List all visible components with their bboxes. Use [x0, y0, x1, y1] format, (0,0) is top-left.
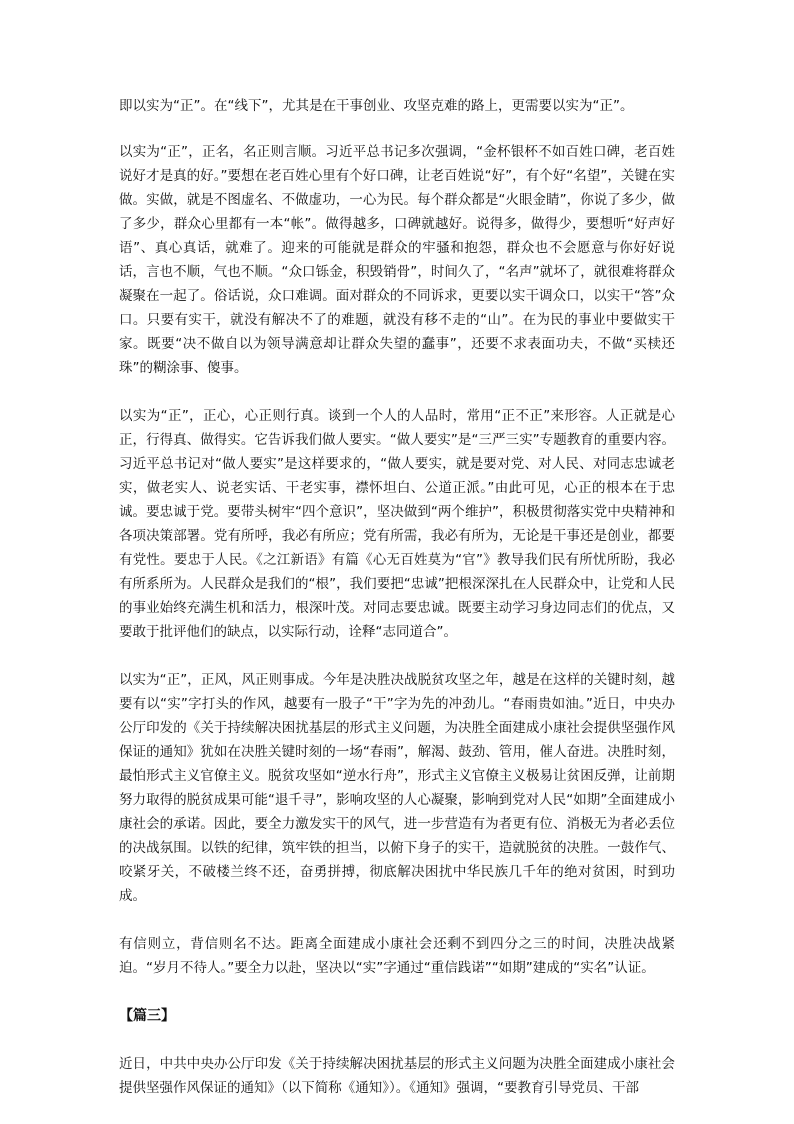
paragraph-continued: 近日，中共中央办公厅印发《关于持续解决困扰基层的形式主义问题为决胜全面建成小康社会提供坚强作风保证的通知》（以下简称《通知》）。《通知》强调，“要教育引导党员、干部	[119, 1056, 675, 1096]
section-heading: 【篇三】	[119, 1008, 175, 1024]
paragraph-zhengxin: 以实为“正”，正心，心正则行真。谈到一个人的人品时，常用“正不正”来形容。人正就是心正，行得真、做得实。它告诉我们做人要实。“做人要实”是“三严三实”专题教育的重要内容。习近平总书记对“做人要实”是这样要求的，“做人要实，就是要对党、对人民、对同志忠诚老实，做老实人、说老实话、干老实事，襟怀坦白、公道正派。”由此可见，心正的根本在于忠诚。要忠诚于党。要带头树牢“四个意识”，坚决做到“两个维护”，积极贯彻落实党中央精神和各项决策部署。党有所呼，我必有所应；党有所需，我必有所为，无论是干事还是创业，都要有党性。要忠于人民。《之江新语》有篇《心无百姓莫为“官”》教导我们民有所忧所盼，我必有所系所为。人民群众是我们的“根”，我们要把“忠诚”把根深深扎在人民群众中，让党和人民的事业始终充满生机和活力，根深叶茂。对同志要忠诚。既要主动学习身边同志们的优点，又要敢于批评他们的缺点，以实际行动，诠释“志同道合”。	[119, 408, 675, 640]
document-page	[119, 94, 675, 1124]
paragraph-zhengming: 以实为“正”，正名，名正则言顺。习近平总书记多次强调，“金杯银杯不如百姓口碑，老百姓说好才是真的好。”要想在老百姓心里有个好口碑，让老百姓说“好”，有个好“名望”，关键在实做。实做，就是不图虚名、不做虚功，一心为民。每个群众都是“火眼金睛”，你说了多少，做了多少，群众心里都有一本“帐”。做得越多，口碑就越好。说得多，做得少，要想听“好声好语”、真心真话，就难了。迎来的可能就是群众的牢骚和抱怨，群众也不会愿意与你好好说话，言也不顺，气也不顺。“众口铄金，积毁销骨”，时间久了，“名声”就坏了，就很难将群众凝聚在一起了。俗话说，众口难调。面对群众的不同诉求，更要以实干调众口，以实干“答”众口。只要有实干，就没有解决不了的难题，就没有移不走的“山”。在为民的事业中要做实干家。既要“决不做自以为领导满意却让群众失望的蠢事”，还要不求表面功夫，不做“买椟还珠”的糊涂事、傻事。	[119, 144, 675, 376]
paragraph-intro: 即以实为“正”。在“线下”，尤其是在干事创业、攻坚克难的路上，更需要以实为“正”。	[119, 98, 634, 114]
paragraph-youxin: 有信则立，背信则名不达。距离全面建成小康社会还剩不到四分之三的时间，决胜决战紧迫。“岁月不待人。”要全力以赴，坚决以“实”字通过“重信践诺”“如期”建成的“实名”认证。	[119, 936, 675, 976]
paragraph-zhengfeng: 以实为“正”，正风，风正则事成。今年是决胜决战脱贫攻坚之年，越是在这样的关键时刻，越要有以“实”字打头的作风，越要有一股子“干”字为先的冲劲儿。“春雨贵如油。”近日，中央办公厅印发的《关于持续解决困扰基层的形式主义问题，为决胜全面建成小康社会提供坚强作风保证的通知》犹如在决胜关键时刻的一场“春雨”，解渴、鼓劲、管用，催人奋进。决胜时刻，最怕形式主义官僚主义。脱贫攻坚如“逆水行舟”，形式主义官僚主义极易让贫困反弹，让前期努力取得的脱贫成果可能“退千寻”，影响攻坚的人心凝聚，影响到党对人民“如期”全面建成小康社会的承诺。因此，要全力激发实干的风气，进一步营造有为者更有位、消极无为者必丢位的决战氛围。以铁的纪律，筑牢铁的担当，以俯下身子的实干，造就脱贫的决胜。一鼓作气、咬紧牙关，不破楼兰终不还，奋勇拼搏，彻底解决困扰中华民族几千年的绝对贫困，时到功成。	[119, 672, 675, 904]
